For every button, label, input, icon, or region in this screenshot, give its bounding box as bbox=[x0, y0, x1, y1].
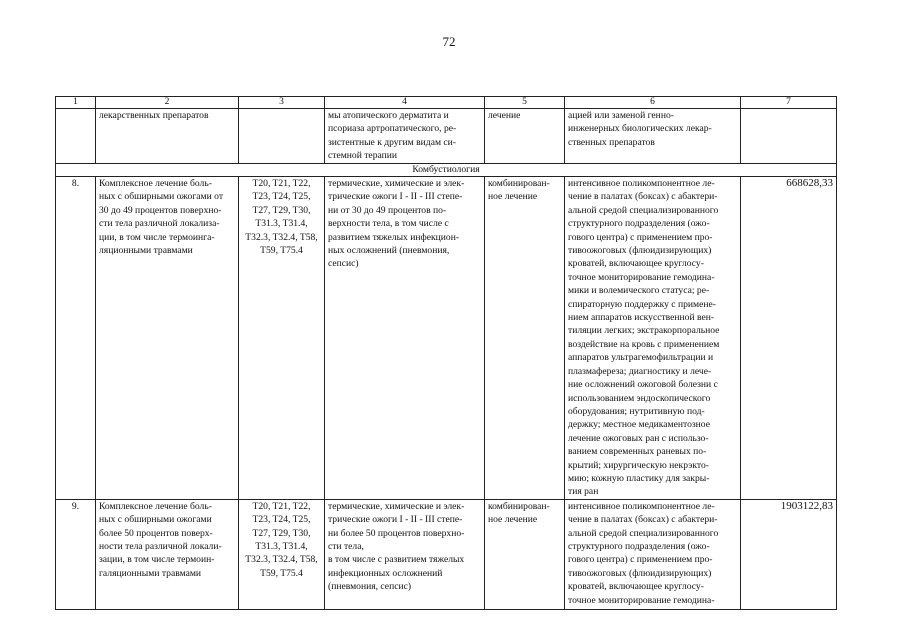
continuation-row bbox=[56, 109, 837, 164]
section-title: Комбустиология bbox=[56, 164, 837, 177]
cell-method: интенсивное поликомпонентное ле- чение в палатах (боксах) с абактери- альной средой специализированного структурного подразделения (ожо- гового центра) с применением про- тивоожоговых (флюидизирующих) кроватей, включающее круглосу- точное мониторирование гемодина- bbox=[565, 499, 741, 609]
cell-model: термические, химические и элек- трические ожоги I - II - III степе- ни более 50 процентов поверхно- сти тела, в том числе с развитием тяжелых инфекционных осложнений (пневмония, сепсис) bbox=[325, 499, 485, 609]
column-header: 7 bbox=[741, 97, 837, 109]
cell-number: 8. bbox=[56, 177, 96, 500]
section-row bbox=[56, 164, 837, 177]
column-header: 2 bbox=[96, 97, 239, 109]
cell-price bbox=[741, 109, 837, 164]
table-row bbox=[56, 499, 837, 609]
cell-type: комбинирован- ное лечение bbox=[485, 177, 565, 500]
cell-name: Комплексное лечение боль- ных с обширными ожогами от 30 до 49 процентов поверхно- сти тела различной локализа- ции, в том числе термоинга- ляционными травмами bbox=[96, 177, 239, 500]
cell-name: лекарственных препаратов bbox=[96, 109, 239, 164]
table-row bbox=[56, 177, 837, 500]
column-header: 4 bbox=[325, 97, 485, 109]
cell-name: Комплексное лечение боль- ных с обширными ожогами более 50 процентов поверх- ности тела различной локали- зации, в том числе термоин- галяционными травмами bbox=[96, 499, 239, 609]
column-header: 3 bbox=[239, 97, 325, 109]
cell-price: 1903122,83 bbox=[741, 499, 837, 609]
cell-model: термические, химические и элек- трические ожоги I - II - III степе- ни от 30 до 49 процентов по- верхности тела, в том числе с развитием тяжелых инфекцион- ных осложнений (пневмония, сепсис) bbox=[325, 177, 485, 500]
cell-codes: T20, T21, T22, T23, T24, T25, T27, T29, T30, T31.3, T31.4, T32.3, T32.4, T58, T59, T75.4 bbox=[239, 177, 325, 500]
cell-type: лечение bbox=[485, 109, 565, 164]
cell-number: 9. bbox=[56, 499, 96, 609]
column-header: 1 bbox=[56, 97, 96, 109]
column-header: 5 bbox=[485, 97, 565, 109]
page-number: 72 bbox=[442, 34, 456, 49]
medical-care-table bbox=[55, 96, 837, 610]
cell-codes: T20, T21, T22, T23, T24, T25, T27, T29, T30, T31.3, T31.4, T32.3, T32.4, T58, T59, T75.4 bbox=[239, 499, 325, 609]
cell-price: 668628,33 bbox=[741, 177, 837, 500]
column-number-row bbox=[56, 97, 837, 109]
cell-model: мы атопического дерматита и псориаза артропатического, ре- зистентные к другим видам си- стемной терапии bbox=[325, 109, 485, 164]
cell-codes bbox=[239, 109, 325, 164]
cell-method: ацией или заменой генно- инженерных биологических лекар- ственных препаратов bbox=[565, 109, 741, 164]
column-header: 6 bbox=[565, 97, 741, 109]
cell-type: комбинирован- ное лечение bbox=[485, 499, 565, 609]
cell-method: интенсивное поликомпонентное ле- чение в палатах (боксах) с абактери- альной средой специализированного структурного подразделения (ожо- гового центра) с применением про- тивоожоговых (флюидизирующих) кроватей, включающее круглосу- точное мониторирование гемодина- мики и волемического статуса; ре- спираторную поддержку с примене- нием аппаратов искусственной вен- тиляции легких; экстракорпоральное воздействие на кровь с применением аппаратов ультрагемофильтрации и плазмафереза; диагностику и лече- ние осложнений ожоговой болезни с использованием эндоскопического оборудования; нутритивную под- держку; местное медикаментозное лечение ожоговых ран с использо- ванием современных раневых по- крытий; хирургическую некрэкто- мию; кожную пластику для закры- тия ран bbox=[565, 177, 741, 500]
cell-number bbox=[56, 109, 96, 164]
